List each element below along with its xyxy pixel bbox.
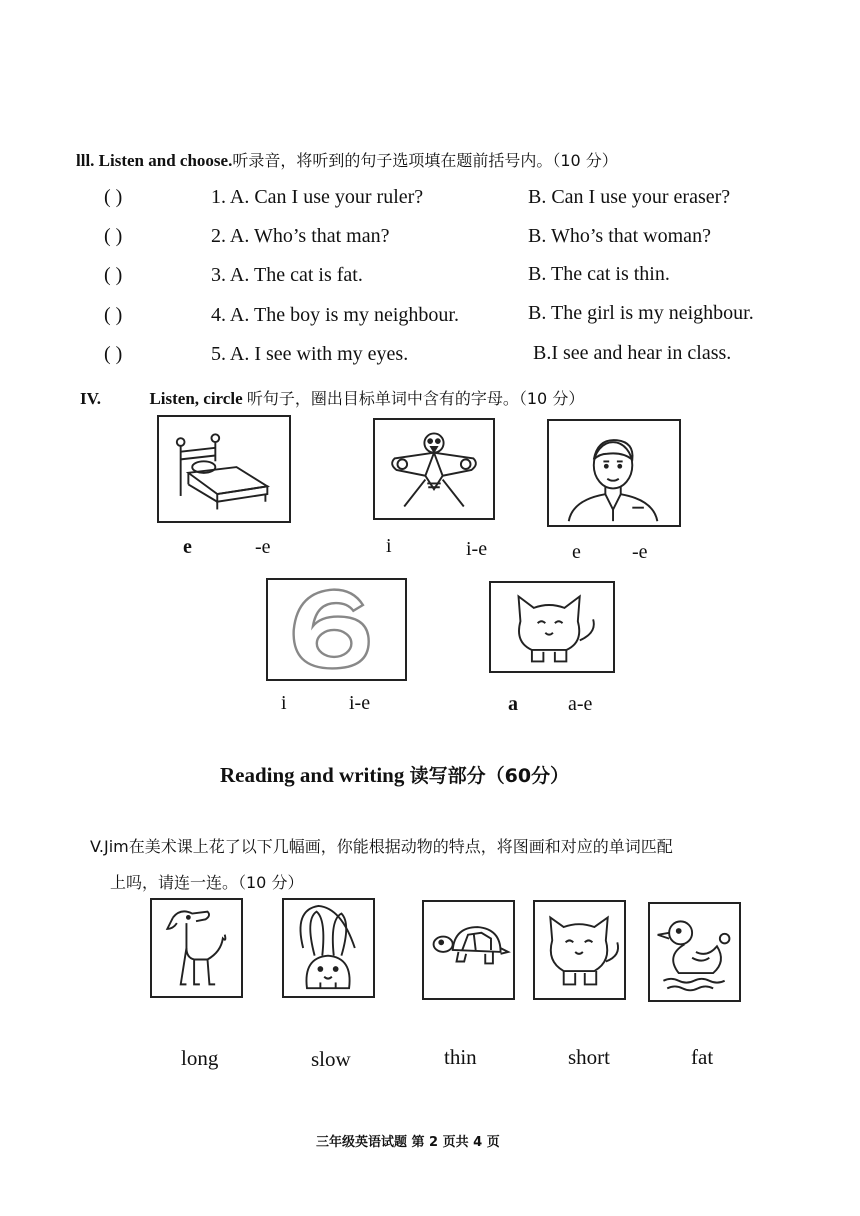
answer-paren-5[interactable]: ( ) <box>104 343 123 365</box>
number-six-picture <box>266 578 407 681</box>
kite-icon <box>375 420 493 518</box>
question-1-option-b: B. Can I use your eraser? <box>528 186 731 208</box>
picture-4-option-2[interactable]: i-e <box>349 692 371 714</box>
section-3-number: lll. <box>76 151 95 170</box>
question-4-option-b: B. The girl is my neighbour. <box>528 302 754 324</box>
picture-4-option-1[interactable]: i <box>281 692 287 714</box>
rabbit-picture[interactable] <box>282 898 375 998</box>
bed-icon <box>159 417 289 521</box>
word-fat[interactable]: fat <box>691 1045 714 1069</box>
section-3-title-en: Listen and choose. <box>98 151 233 170</box>
picture-2-option-1[interactable]: i <box>386 535 392 557</box>
picture-3-option-1[interactable]: e <box>572 541 581 563</box>
rabbit-icon <box>284 900 373 996</box>
section-5-instruction-line-2: 上吗，请连一连。（10 分） <box>110 873 304 892</box>
question-5-option-a: 5. A. I see with my eyes. <box>211 343 409 365</box>
section-4-title-cn: 听句子，圈出目标单词中含有的字母。（10 分） <box>246 389 585 408</box>
section-3-title-cn: 听录音，将听到的句子选项填在题前括号内。（10 分） <box>232 151 618 170</box>
turtle-picture[interactable] <box>422 900 515 1000</box>
question-3-option-a: 3. A. The cat is fat. <box>211 264 363 286</box>
part-title-en: Reading and writing <box>220 763 405 787</box>
part-title <box>220 761 569 788</box>
word-short[interactable]: short <box>568 1045 610 1069</box>
dog-icon <box>152 900 241 996</box>
picture-3-option-2[interactable]: -e <box>632 541 648 563</box>
number-six-icon <box>268 580 405 679</box>
picture-5-option-1[interactable]: a <box>508 693 518 715</box>
duck-picture[interactable] <box>648 902 741 1002</box>
picture-5-option-2[interactable]: a-e <box>568 693 593 715</box>
section-3-heading <box>76 148 618 171</box>
bed-picture <box>157 415 291 523</box>
picture-1-option-2[interactable]: -e <box>255 536 271 558</box>
picture-1-option-1[interactable]: e <box>183 536 192 558</box>
cat-icon <box>535 902 624 998</box>
man-picture <box>547 419 681 527</box>
question-5-option-b: B.I see and hear in class. <box>533 342 732 364</box>
picture-2-option-2[interactable]: i-e <box>466 538 488 560</box>
answer-paren-4[interactable]: ( ) <box>104 304 123 326</box>
word-long[interactable]: long <box>181 1046 219 1070</box>
question-1-option-a: 1. A. Can I use your ruler? <box>211 186 424 208</box>
section-5-instruction-line-1: V.Jim在美术课上花了以下几幅画，你能根据动物的特点，将图画和对应的单词匹配 <box>90 837 673 856</box>
page-footer: 三年级英语试题 第 2 页共 4 页 <box>316 1135 500 1150</box>
kite-picture <box>373 418 495 520</box>
section-4-number: IV. <box>80 389 101 408</box>
question-2-option-b: B. Who’s that woman? <box>528 225 711 247</box>
word-slow[interactable]: slow <box>311 1047 351 1071</box>
question-4-option-a: 4. A. The boy is my neighbour. <box>211 304 459 326</box>
duck-icon <box>650 904 739 1000</box>
answer-paren-1[interactable]: ( ) <box>104 186 123 208</box>
dog-picture[interactable] <box>150 898 243 998</box>
question-3-option-b: B. The cat is thin. <box>528 263 670 285</box>
man-icon <box>549 421 679 525</box>
cat-picture-2[interactable] <box>533 900 626 1000</box>
part-title-cn: 读写部分（60分） <box>409 765 570 787</box>
section-4-heading <box>80 386 584 409</box>
section-4-title-en: Listen, circle <box>149 389 243 408</box>
question-2-option-a: 2. A. Who’s that man? <box>211 225 390 247</box>
word-thin[interactable]: thin <box>444 1045 477 1069</box>
cat-picture <box>489 581 615 673</box>
answer-paren-2[interactable]: ( ) <box>104 225 123 247</box>
turtle-icon <box>424 902 513 998</box>
cat-icon <box>491 583 613 671</box>
answer-paren-3[interactable]: ( ) <box>104 264 123 286</box>
